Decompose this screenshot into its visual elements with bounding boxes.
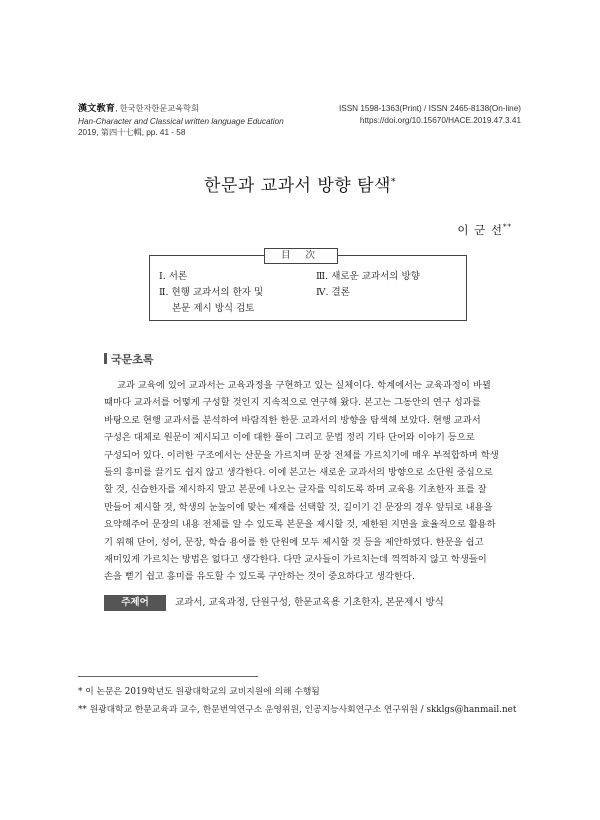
abstract-heading xyxy=(104,351,154,367)
abstract-heading-text: 국문초록 xyxy=(111,354,154,366)
footnote-1: * 이 논문은 2019학년도 원광대학교의 교비지원에 의해 수행됨 xyxy=(78,687,320,697)
abstract-line: 바탕으로 현행 교과서를 분석하여 바람직한 한문 교과서의 방향을 탐색해 보았다. 현행 교과서 xyxy=(104,414,481,426)
title-footnote-mark: * xyxy=(390,177,396,188)
abstract-line: 구성되어 있다. 이러한 구조에서는 산문을 가르치며 문장 전체를 가르치기에 매우 부적합하며 학생 xyxy=(104,449,499,461)
abstract-line: 들의 흥미를 끌기도 쉽지 않고 생각한다. 이에 본고는 새로운 교과서의 방향으로 소단원 중심으로 xyxy=(104,467,493,479)
abstract-line: 손을 뻗기 쉽고 흥미를 유도할 수 있도록 구안하는 것이 중요하다고 생각한다. xyxy=(104,571,415,583)
footnote-divider xyxy=(78,676,258,677)
toc-item-4: Ⅳ. 결론 xyxy=(316,287,350,298)
keywords-label: 주제어 xyxy=(104,595,166,611)
abstract-line: 할 것, 신습한자를 제시하지 말고 본문에 나오는 글자를 익히도록 하며 교육용 기초한자 표를 잘 xyxy=(104,484,487,496)
toc-heading: 目 次 xyxy=(264,248,338,264)
society-name: 한국한자한문교육학회 xyxy=(119,104,199,113)
keywords-text: 교과서, 교육과정, 단원구성, 한문교육용 기초한자, 본문제시 방식 xyxy=(175,597,444,608)
toc-item-2-cont: 본문 제시 방식 검토 xyxy=(172,303,255,314)
abstract-line: 교과 교육에 있어 교과서는 교육과정을 구현하고 있는 실체이다. 학계에서는 교육과정이 바뀔 xyxy=(117,380,491,391)
journal-header-right xyxy=(339,103,521,126)
abstract-line: 때마다 교과서를 어떻게 구성할 것인지 지속적으로 연구해 왔다. 본고는 그동안의 연구 성과를 xyxy=(104,397,481,409)
author-name: 이 군 선 xyxy=(457,223,503,237)
toc-item-3: Ⅲ. 새로운 교과서의 방향 xyxy=(316,271,420,282)
footnote-2: ** 원광대학교 한문교육과 교수, 한문번역연구소 운영위원, 인공지능사회연구소 연구위원 / skklgs@hanmail.net xyxy=(78,705,517,715)
abstract-line: 재미있게 가르치는 방법은 없다고 생각한다. 다만 교사들이 가르치는데 꺽꺽하지 않고 학생들이 xyxy=(104,554,487,566)
paper-title-text: 한문과 교과서 방향 탐색 xyxy=(204,176,391,196)
toc-item-2: Ⅱ. 현행 교과서의 한자 및 xyxy=(159,287,264,298)
journal-name: 漢文敎育 xyxy=(78,104,116,114)
heading-bar xyxy=(104,353,107,364)
paper-title xyxy=(0,171,600,196)
abstract-line: 만들어 제시할 것, 학생의 눈높이에 맞는 제재를 선택할 것, 길이기 긴 문장의 경우 앞뒤로 내용을 xyxy=(104,501,493,513)
journal-english-name: Han-Character and Classical written language Education xyxy=(78,116,284,126)
abstract-line: 구성은 대체로 원문이 제시되고 이에 대한 풀이 그리고 문법 정리 기타 단어와 이야기 등으로 xyxy=(104,432,475,444)
author xyxy=(457,222,512,238)
issn: ISSN 1598-1363(Print) / ISSN 2465-8138(On-line) xyxy=(338,104,521,113)
author-footnote-mark: ** xyxy=(503,223,512,232)
abstract-body xyxy=(104,377,509,586)
journal-header-left: 漢文敎育, 한국한자한문교육학회 Han-Character and Classical written language Education 2019, 第四十七輯, pp. 41 - 58 xyxy=(78,104,284,137)
abstract-line: 기 위해 단어, 성어, 문장, 학습 용어를 한 단원에 모두 제시할 것 등을 제안하였다. 한문을 쉽고 xyxy=(104,536,484,548)
abstract-line: 요약해주어 문장의 내용 전체를 알 수 있도록 본문을 제시할 것, 제한된 지면을 효율적으로 활용하 xyxy=(104,519,496,531)
doi-link[interactable]: https://doi.org/10.15670/HACE.2019.47.3.41 xyxy=(359,115,521,125)
toc-item-1: Ⅰ. 서론 xyxy=(159,271,188,282)
journal-issue: 2019, 第四十七輯, pp. 41 - 58 xyxy=(78,128,186,137)
